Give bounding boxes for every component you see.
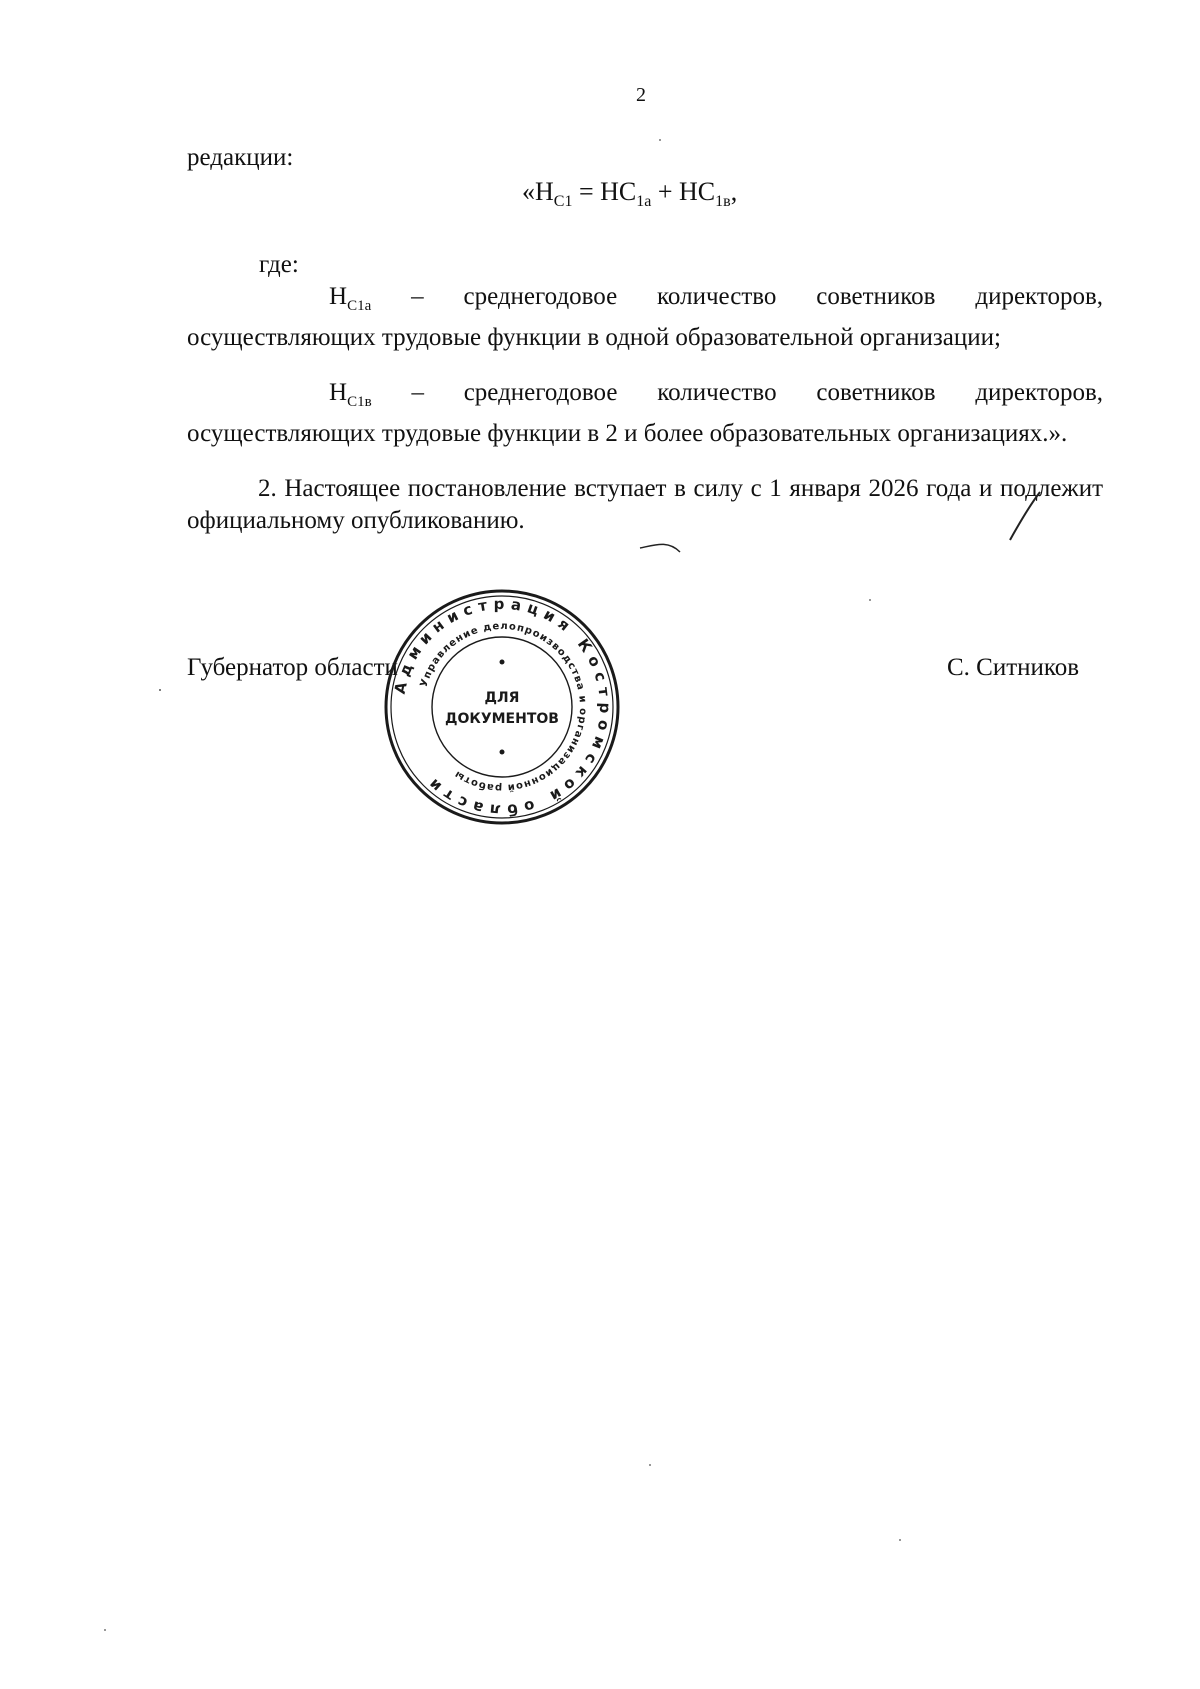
definition-2-symbol: $Н_{С1в}$ <box>329 379 372 410</box>
formula-open: «Н <box>522 177 554 206</box>
intro-word: редакции: <box>187 144 294 171</box>
seal-center-line-2: ДОКУМЕНТОВ <box>445 711 559 727</box>
signature-position: Губернатор области <box>187 654 398 681</box>
definition-1-symbol: $Н_{С1а}$ <box>329 283 372 314</box>
seal-inner-text: Управление делопроизводства и организационной работы <box>418 620 589 794</box>
formula-plus: + НС <box>651 177 716 206</box>
definition-1-text: – среднегодовое количество советников директоров, осуществляющих трудовые функции в одной образовательной организации; <box>187 283 1104 351</box>
clause-2: 2. Настоящее постановление вступает в силу с 1 января 2026 года и подлежит официальному опубликованию. <box>187 475 1103 534</box>
where-label: где: <box>259 251 299 278</box>
definition-2-text: – среднегодовое количество советников директоров, осуществляющих трудовые функции в 2 и более образовательных организациях.». <box>187 379 1103 447</box>
formula-eq: = НС <box>572 177 637 206</box>
svg-text:Управление делопроизводства и <box>419 621 588 793</box>
page-number: 2 <box>636 84 646 106</box>
official-seal <box>381 586 623 828</box>
formula-sub-1v: 1в <box>715 193 731 211</box>
formula-sub-1a: 1а <box>636 193 652 211</box>
seal-center-line-1: ДЛЯ <box>484 690 520 706</box>
formula-sub-c1: С1 <box>553 193 573 211</box>
formula-comma: , <box>730 177 738 206</box>
signature-name: С. Ситников <box>947 654 1080 681</box>
seal-outer-text: Администрация Костромской области <box>390 594 615 820</box>
